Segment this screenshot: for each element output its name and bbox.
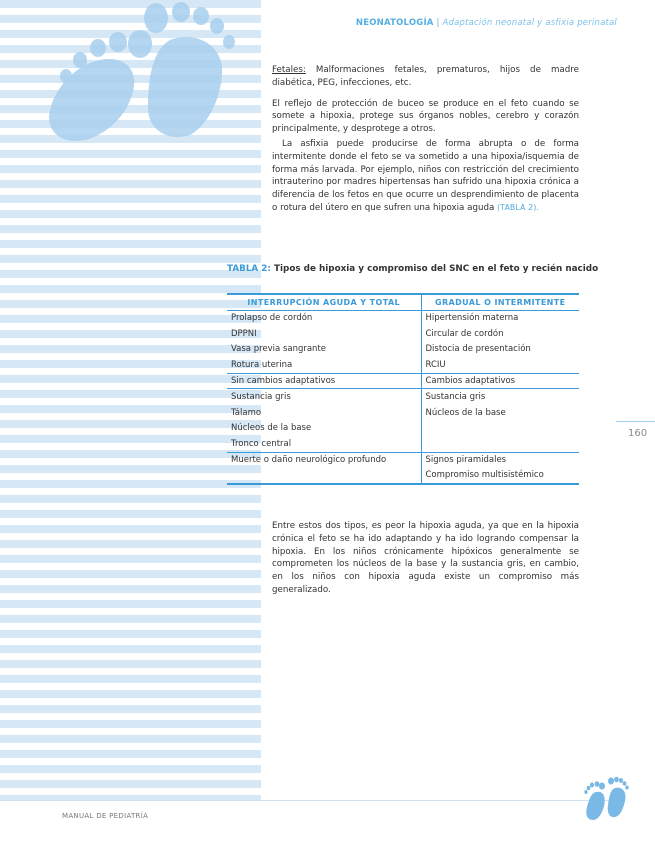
fetales-paragraph	[272, 64, 579, 90]
table-row	[227, 436, 579, 452]
baby-feet-icon	[582, 776, 632, 822]
table-cell	[421, 421, 579, 437]
table-cell: Cambios adaptativos	[421, 373, 579, 389]
table-cell: Circular de cordón	[425, 328, 504, 339]
fetales-label: Fetales:	[272, 65, 306, 75]
table-cell: RCIU	[421, 357, 579, 373]
hypoxia-table	[227, 293, 579, 485]
baby-feet-icon	[30, 0, 260, 150]
table-row	[227, 452, 579, 468]
running-header	[356, 18, 617, 28]
table-cell: Signos piramidales	[425, 455, 507, 466]
table-cell: Núcleos de la base	[425, 407, 506, 418]
table-row	[227, 389, 579, 405]
table-cell: Hipertensión materna	[425, 313, 519, 324]
table-cell	[421, 436, 579, 452]
table-row	[227, 342, 579, 358]
footer-text: MANUAL DE PEDIATRÍA	[62, 812, 149, 820]
header-section: NEONATOLOGÍA	[355, 18, 434, 28]
table-header-gradual: GRADUAL O INTERMITENTE	[421, 294, 579, 310]
table-label: TABLA 2:	[227, 264, 271, 274]
table-cell: Vasa previa sangrante	[227, 342, 421, 358]
paragraph-3: Entre estos dos tipos, es peor la hipoxia aguda, ya que en la hipoxia crónica el feto se ha ido adaptando y ha ido logrando compensar la hipoxia. En los niños crónicamente hipóxicos generalmente se comprometen los núcleos de la base y la sustancia gris, en cambio, en los niños con hipoxia aguda existe un compromiso más generalizado.	[272, 521, 579, 595]
table-row	[227, 421, 579, 437]
table-cell: Tronco central	[227, 436, 421, 452]
table-cell	[227, 468, 421, 484]
table-cell: Tálamo	[227, 405, 421, 421]
table-cell: Distocia de presentación	[425, 344, 531, 355]
table-row	[227, 310, 579, 326]
table-cell: Prolapso de cordón	[227, 310, 421, 326]
intro-text	[272, 64, 579, 223]
closing-text	[272, 520, 579, 605]
table-cell: Sustancia gris	[425, 392, 486, 403]
table-cell: Muerte o daño neurológico profundo	[227, 452, 421, 468]
table-row	[227, 357, 579, 373]
table-row	[227, 373, 579, 389]
table-cell: Rotura uterina	[227, 357, 421, 373]
table-cell: Sustancia gris	[227, 389, 421, 405]
table-header-acute: INTERRUPCIÓN AGUDA Y TOTAL	[227, 294, 421, 310]
table-row	[227, 468, 579, 484]
table-caption	[227, 264, 598, 274]
table-reference: (TABLA 2).	[497, 202, 540, 212]
page-number: 160	[628, 428, 648, 439]
header-subtitle: Adaptación neonatal y asfixia perinatal	[442, 18, 617, 28]
table-title: Tipos de hipoxia y compromiso del SNC en el feto y recién nacido	[270, 264, 599, 274]
header-separator: |	[436, 18, 440, 28]
table-row	[227, 326, 579, 342]
paragraph-1: El reflejo de protección de buceo se produce en el feto cuando se somete a hipoxia, protege sus órganos nobles, cerebro y corazón principalmente, y desprotege a otros.	[272, 98, 579, 135]
paragraph-2-text: La asfixia puede producirse de forma abrupta o de forma intermitente donde el feto se va sometido a una hipoxia/isquemia de forma más larvada. Por ejemplo, niños con restricción del crecimiento intrauterino por madres hipertensas han sufrido una hipoxia crónica a diferencia de los fetos en que ocurre un desprendimiento de placenta o rotura del útero en que sufren una hipoxia aguda	[272, 138, 579, 213]
table-row	[227, 405, 579, 421]
table-cell: DPPNI	[227, 326, 421, 342]
table-cell: Núcleos de la base	[227, 421, 421, 437]
footer-rule	[0, 800, 610, 801]
fetales-text: Malformaciones fetales, prematuros, hijos de madre diabética, PEG, infecciones, etc.	[272, 65, 579, 88]
paragraph-2	[272, 138, 579, 215]
page-number-rule	[616, 421, 655, 422]
table-cell: Compromiso multisistémico	[421, 468, 579, 484]
table-cell: Sin cambios adaptativos	[227, 373, 421, 389]
